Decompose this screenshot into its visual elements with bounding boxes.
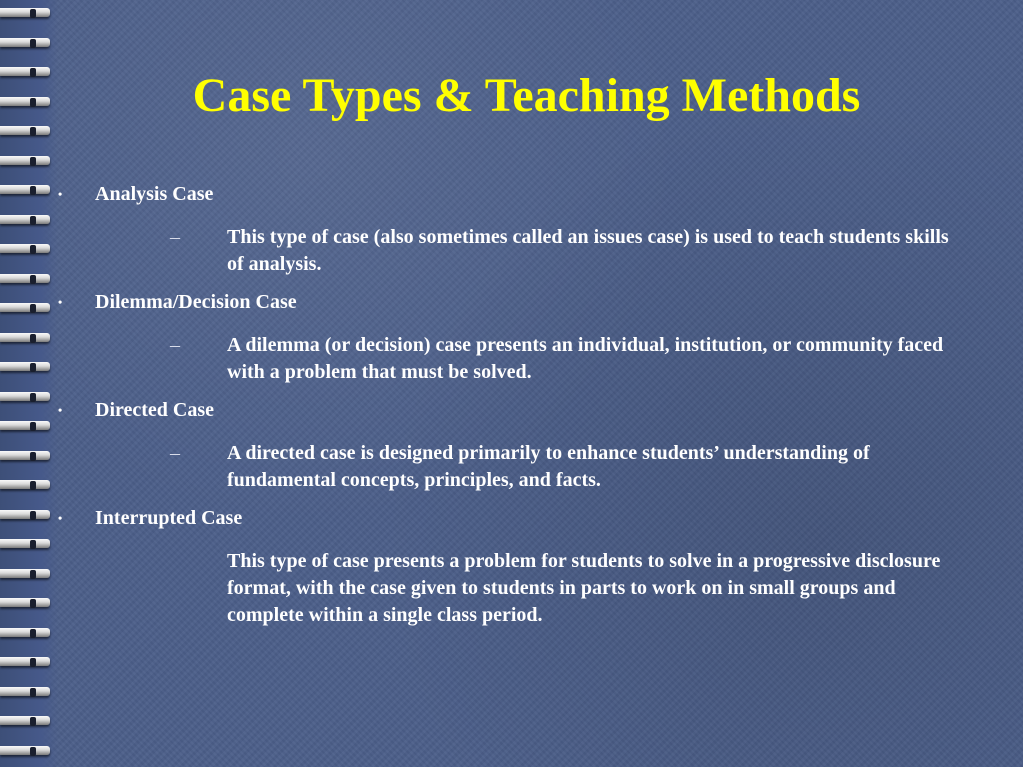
dash-icon: – [170, 442, 180, 464]
binding-ring [0, 36, 54, 52]
bullet-icon: • [58, 295, 63, 309]
binding-ring [0, 390, 54, 406]
binding-ring [0, 301, 54, 317]
binding-ring [0, 272, 54, 288]
sub-item-analysis-description [56, 224, 957, 278]
sub-item-interrupted-description [56, 548, 957, 629]
item-heading: Directed Case [95, 399, 215, 421]
dash-icon: – [170, 334, 180, 356]
list-item-directed-case [56, 396, 976, 424]
bullet-icon: • [58, 187, 63, 201]
binding-ring [0, 478, 54, 494]
binding-ring [0, 360, 54, 376]
item-description: A directed case is designed primarily to enhance students’ understanding of fundamental concepts, principles, and facts. [227, 442, 870, 491]
binding-ring [0, 714, 54, 730]
binding-ring [0, 331, 54, 347]
binding-ring [0, 242, 54, 258]
binding-ring [0, 537, 54, 553]
list-item-analysis-case [56, 180, 976, 208]
binding-ring [0, 124, 54, 140]
item-heading: Analysis Case [95, 183, 214, 205]
binding-ring [0, 744, 54, 760]
list-item-interrupted-case [56, 504, 976, 532]
item-description: A dilemma (or decision) case presents an individual, institution, or community faced with a problem that must be solved. [227, 334, 944, 383]
slide-title: Case Types & Teaching Methods [192, 69, 861, 122]
binding-ring [0, 626, 54, 642]
item-description: This type of case (also sometimes called an issues case) is used to teach students skills of analysis. [227, 226, 949, 275]
binding-ring [0, 6, 54, 22]
sub-item-directed-description [56, 440, 957, 494]
bullet-icon: • [58, 403, 63, 417]
binding-ring [0, 419, 54, 435]
binding-ring [0, 154, 54, 170]
binding-ring [0, 596, 54, 612]
binding-ring [0, 449, 54, 465]
dash-icon: – [170, 226, 180, 248]
item-description: This type of case presents a problem for students to solve in a progressive disclosure format, with the case given to students in parts to work on in small groups and complete within a single class period. [227, 550, 941, 626]
slide-content [56, 180, 976, 639]
binding-ring [0, 508, 54, 524]
bullet-icon: • [58, 511, 63, 525]
binding-ring [0, 655, 54, 671]
binding-ring [0, 183, 54, 199]
item-heading: Interrupted Case [95, 507, 243, 529]
sub-item-dilemma-description [56, 332, 957, 386]
binding-ring [0, 685, 54, 701]
item-heading: Dilemma/Decision Case [95, 291, 297, 313]
binding-ring [0, 567, 54, 583]
binding-ring [0, 213, 54, 229]
list-item-dilemma-case [56, 288, 976, 316]
